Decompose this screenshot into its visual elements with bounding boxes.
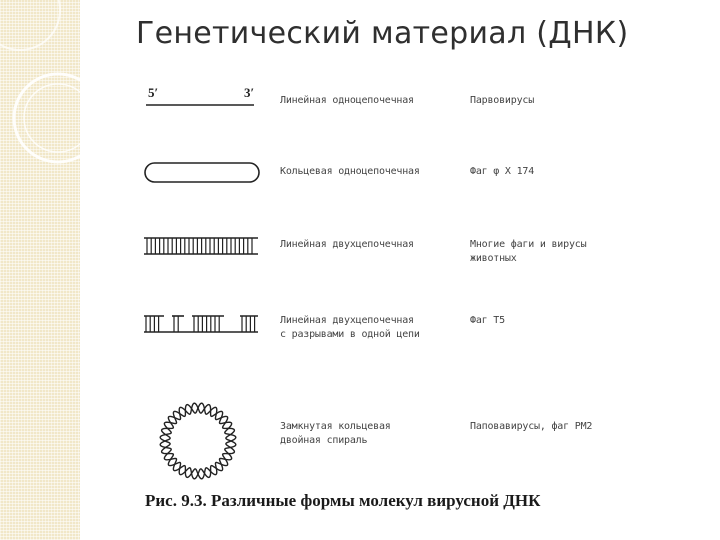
virus-label-phage-t5: Фаг Т5 [470,315,505,326]
virus-label-phage-phix174: Фаг φ X 174 [470,166,535,177]
nicked-double-strand-diagram [140,312,264,340]
linear-single-strand-diagram [140,86,260,110]
supercoil-diagram [150,396,246,490]
linear-double-strand-diagram [140,234,264,262]
decorative-side-strip [0,0,80,540]
form-label-circular-ss: Кольцевая одноцепочечная [280,166,420,177]
virus-label-phages-animal-viruses: Многие фаги и вирусы животных [470,239,587,264]
virus-label-parvovirus: Парвовирусы [470,95,535,106]
form-label-closed-circular-ds: Замкнутая кольцевая двойная спираль [280,421,391,446]
circular-single-strand-diagram [140,160,264,190]
virus-label-papovavirus-pm2: Паповавирусы, фаг PM2 [470,421,593,432]
form-label-linear-ds-nicked: Линейная двухцепочечная с разрывами в одной цепи [280,315,420,340]
figure-caption: Рис. 9.3. Различные формы молекул вирусной ДНК [145,491,541,510]
dna-forms-figure [130,78,650,488]
three-prime-label: 3′ [244,85,255,100]
form-label-linear-ss: Линейная одноцепочечная [280,95,414,106]
slide-title: Генетический материал (ДНК) [136,16,629,51]
form-label-linear-ds: Линейная двухцепочечная [280,239,414,250]
five-prime-label: 5′ [148,85,159,100]
decorative-circles [0,0,80,540]
